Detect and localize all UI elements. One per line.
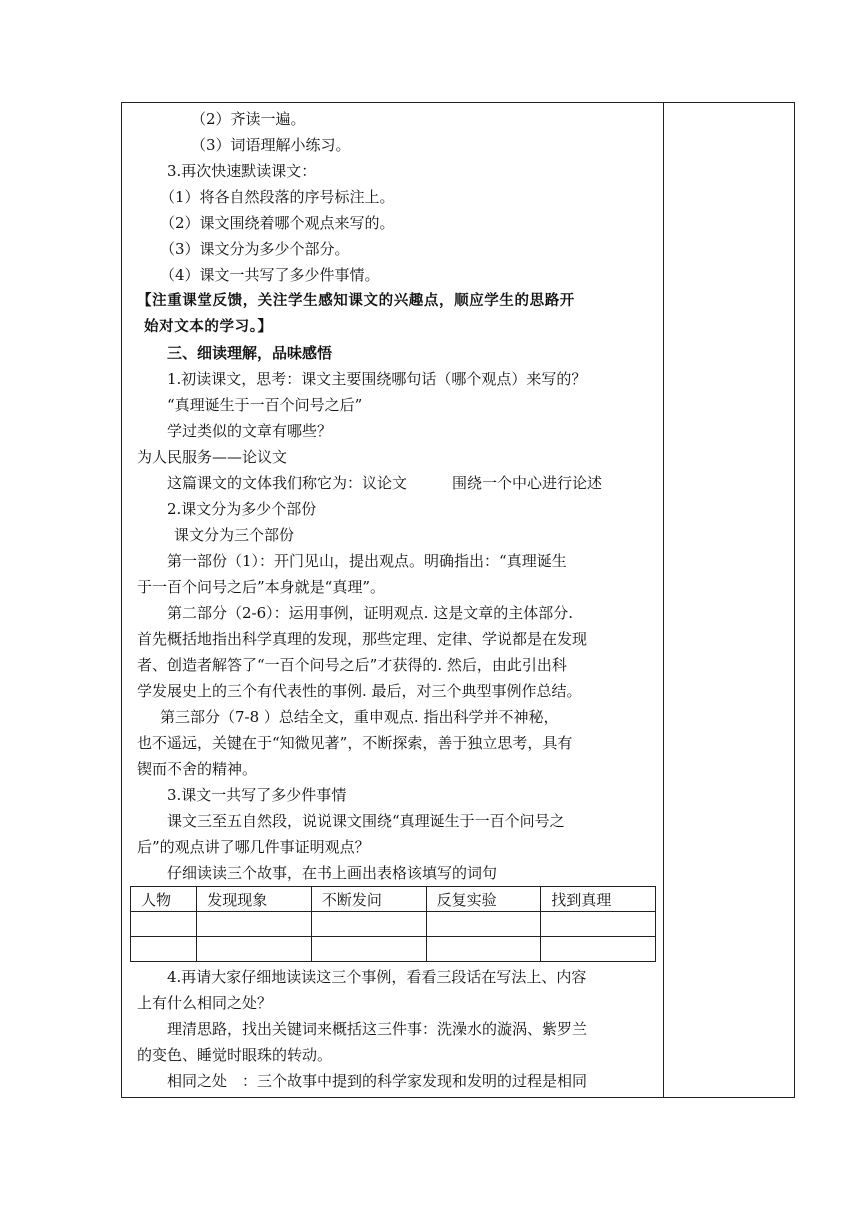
table-header-cell: 人物 [131, 887, 197, 912]
question-text: 3.课文一共写了多少件事情 [167, 786, 347, 804]
paragraph-line: 也不遥远，关键在于“知微见著”，不断探索，善于独立思考，具有 [137, 734, 573, 752]
text-line: （1）将各自然段落的序号标注上。 [160, 188, 395, 206]
text-line: （2）齐读一遍。 [191, 110, 306, 128]
paragraph-line: 于一百个问号之后”本身就是“真理”。 [137, 578, 386, 596]
table-header-cell: 反复实验 [426, 887, 541, 912]
table-cell [197, 937, 312, 962]
paragraph-line: 第三部分（7-8 ）总结全文，重申观点. 指出科学并不神秘， [160, 708, 559, 726]
paragraph-line: 仔细读读三个故事，在书上画出表格该填写的词句 [167, 864, 498, 882]
table-cell [426, 912, 541, 937]
paragraph-line: 后”的观点讲了哪几件事证明观点？ [137, 838, 370, 856]
table-row [131, 937, 656, 962]
text-line: （3）课文分为多少个部分。 [160, 240, 350, 258]
text-line: 学过类似的文章有哪些？ [167, 422, 333, 440]
table-header-cell: 找到真理 [541, 887, 656, 912]
paragraph-line: 课文三至五自然段，说说课文围绕“真理诞生于一百个问号之 [167, 812, 565, 830]
column-divider [663, 103, 664, 1097]
text-line: 这篇课文的文体我们称它为：议论文 围绕一个中心进行论述 [167, 474, 603, 492]
teaching-note: 【注重课堂反馈，关注学生感知课文的兴趣点，顺应学生的思路开 [137, 293, 575, 309]
table-cell [197, 912, 312, 937]
text-line: （3）词语理解小练习。 [191, 136, 351, 154]
table-cell [311, 912, 426, 937]
question-text: 4.再请大家仔细地读读这三个事例，看看三段话在写法上、内容 [167, 968, 587, 986]
text-line: 课文分为三个部份 [174, 526, 295, 544]
paragraph-line: 首先概括地指出科学真理的发现，那些定理、定律、学说都是在发现 [137, 630, 588, 648]
paragraph-line: 学发展史上的三个有代表性的事例. 最后，对三个典型事例作总结。 [137, 682, 582, 700]
paragraph-line: 上有什么相同之处？ [137, 994, 273, 1012]
lesson-plan-table [121, 102, 795, 1098]
paragraph-line: 者、创造者解答了“一百个问号之后”才获得的. 然后，由此引出科 [137, 656, 567, 674]
text-line: （4）课文一共写了多少件事情。 [160, 266, 380, 284]
paragraph-line: 第一部份（1）：开门见山，提出观点。明确指出：“真理诞生 [167, 552, 567, 570]
fill-in-table [130, 886, 656, 962]
table-cell [311, 937, 426, 962]
table-header-row [131, 887, 656, 912]
text-line: “真理诞生于一百个问号之后” [167, 396, 363, 414]
table-cell [426, 937, 541, 962]
paragraph-line: 的变色、睡觉时眼珠的转动。 [137, 1046, 333, 1064]
table-cell [541, 937, 656, 962]
text-line: 3.再次快速默读课文： [167, 162, 317, 180]
paragraph-line: 相同之处 ：三个故事中提到的科学家发现和发明的过程是相同 [167, 1072, 588, 1090]
table-cell [131, 912, 197, 937]
question-text: 2.课文分为多少个部份 [167, 500, 317, 518]
paragraph-line: 锲而不舍的精神。 [137, 760, 258, 778]
table-row [131, 912, 656, 937]
teaching-note: 始对文本的学习。】 [144, 319, 273, 335]
lesson-content-cell [122, 103, 663, 1097]
text-line: （2）课文围绕着哪个观点来写的。 [160, 214, 395, 232]
text-line: 为人民服务——论议文 [137, 448, 288, 466]
paragraph-line: 理清思路，找出关键词来概括这三件事：洗澡水的漩涡、紫罗兰 [167, 1020, 588, 1038]
table-header-cell: 发现现象 [197, 887, 312, 912]
table-cell [131, 937, 197, 962]
question-text: 1.初读课文，思考：课文主要围绕哪句话（哪个观点）来写的？ [167, 370, 587, 388]
paragraph-line: 第二部分（2-6）：运用事例，证明观点. 这是文章的主体部分. [167, 604, 573, 622]
table-cell [541, 912, 656, 937]
table-header-cell: 不断发问 [311, 887, 426, 912]
section-heading: 三、细读理解，品味感悟 [167, 344, 333, 362]
